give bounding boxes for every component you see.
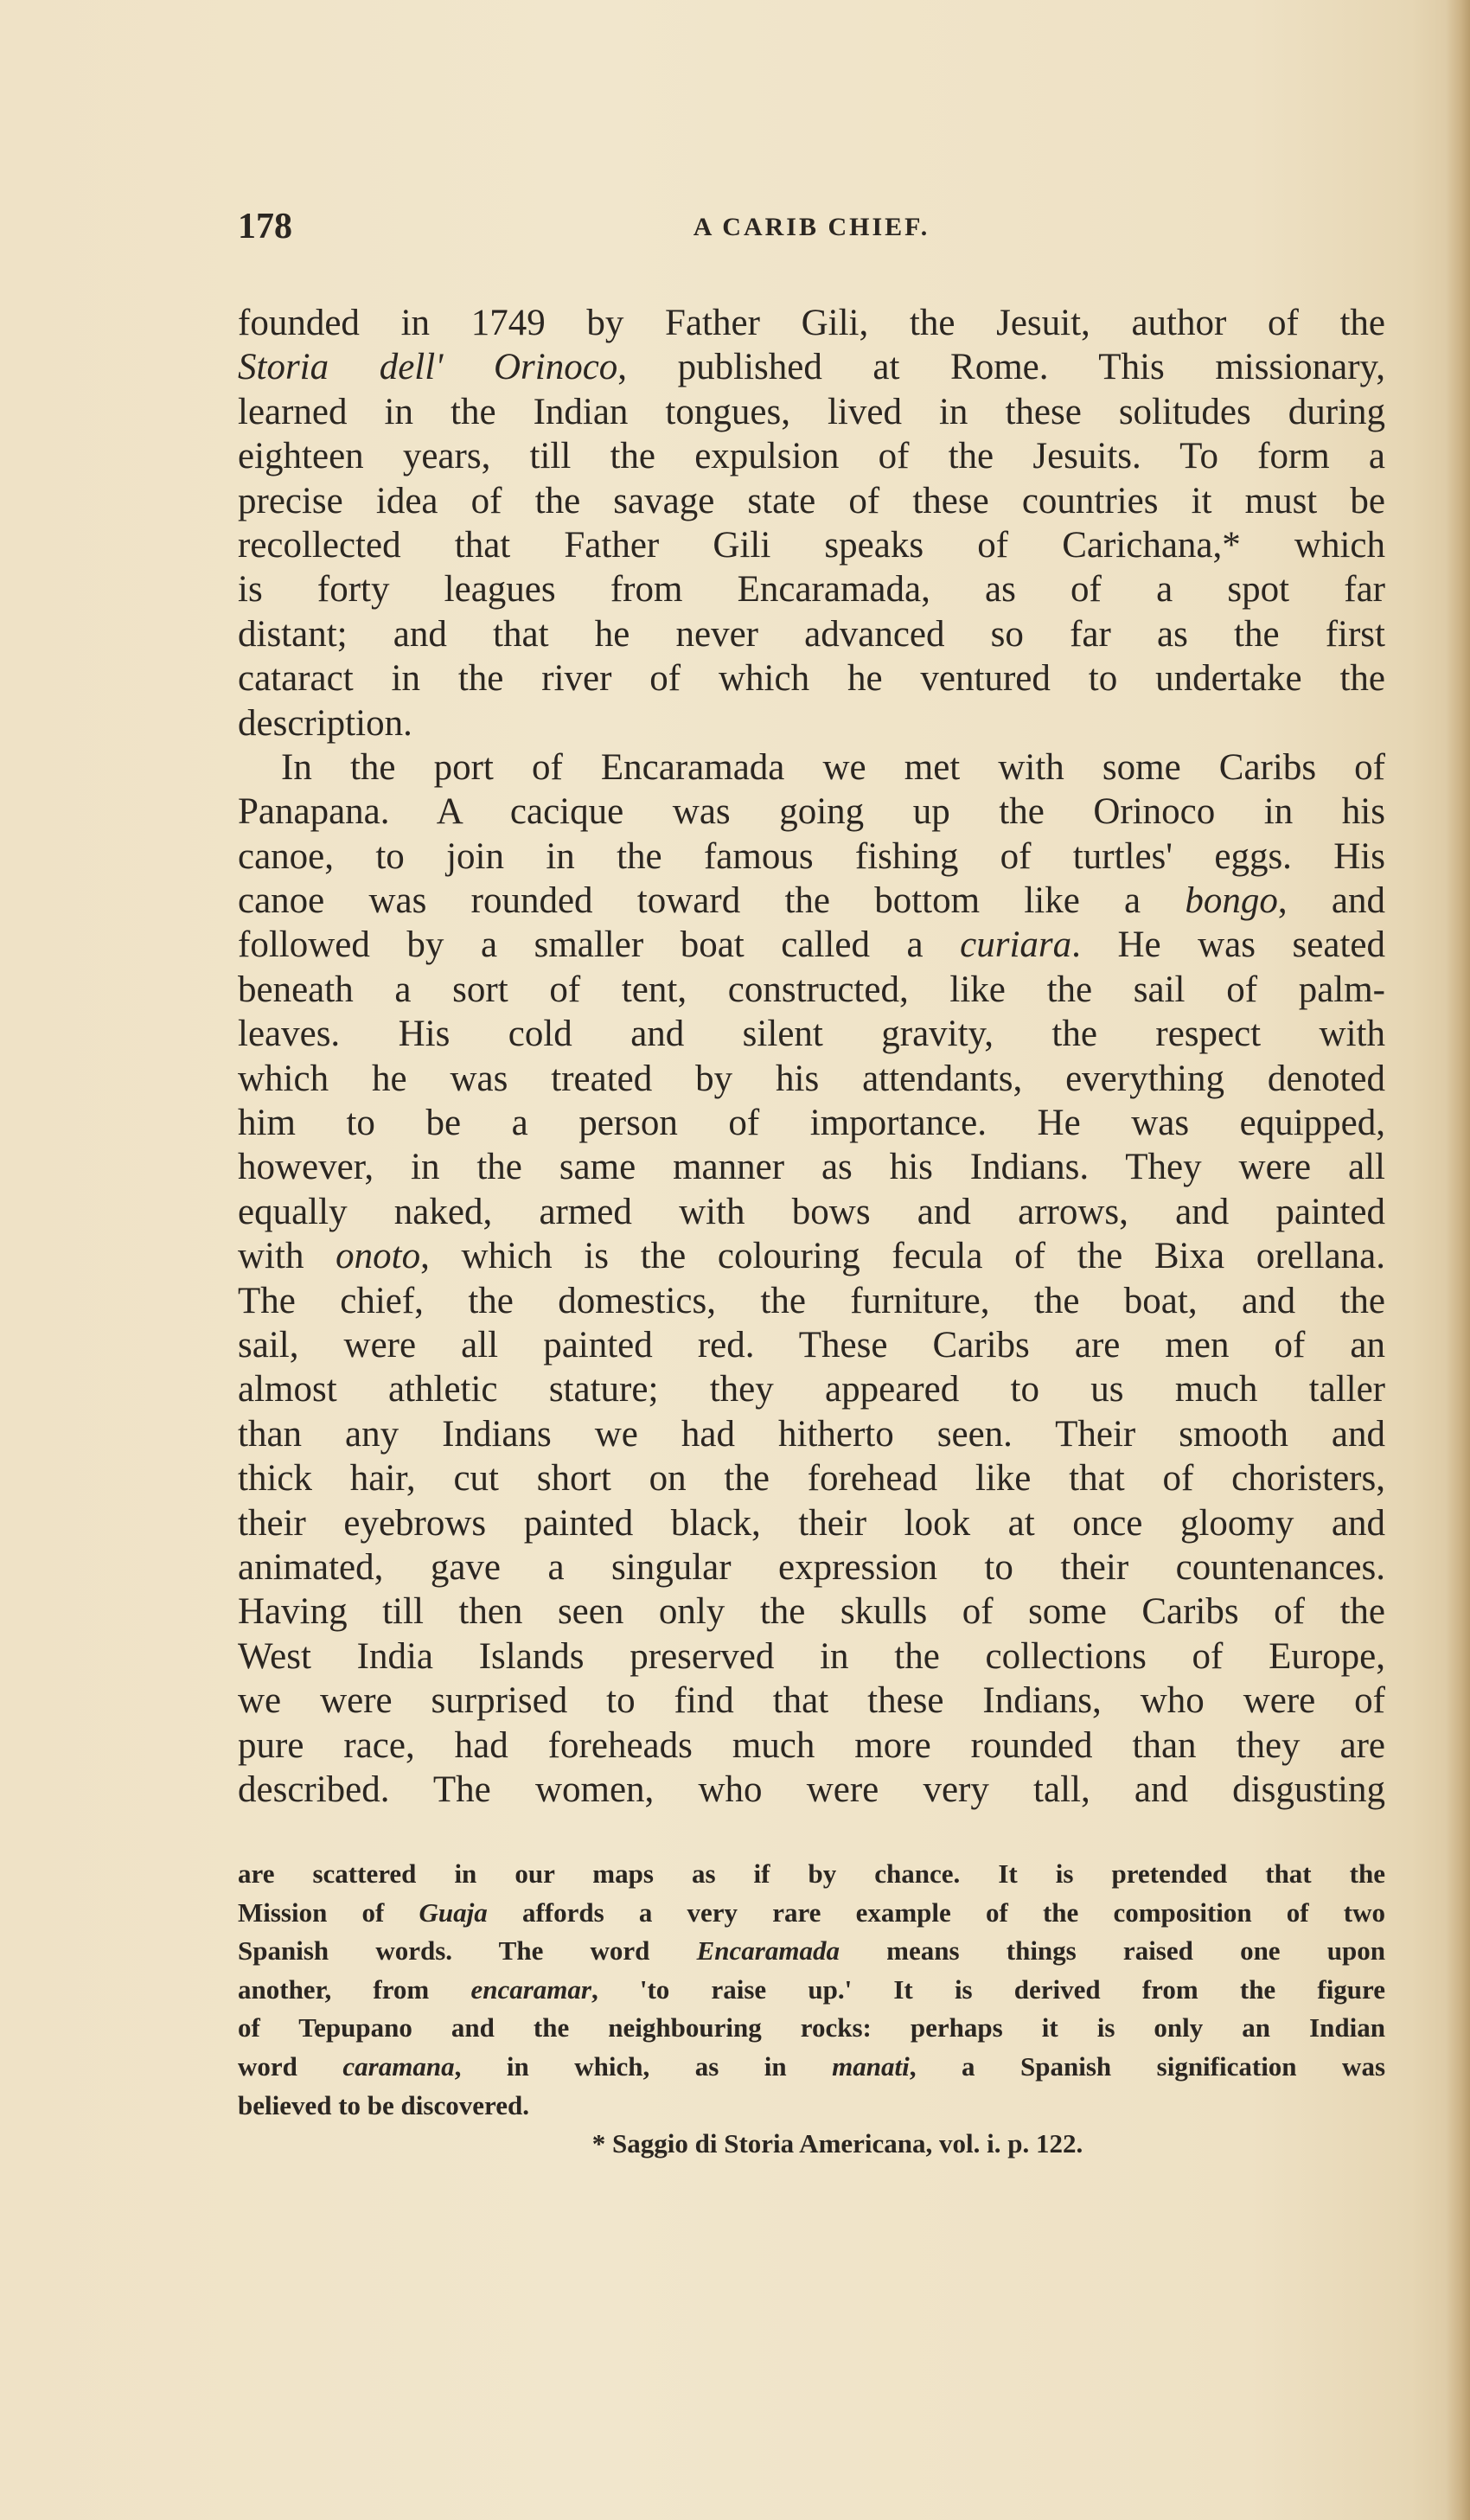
text-line: almost athletic stature; they appeared to us much taller	[238, 1369, 1385, 1410]
running-title: A CARIB CHIEF.	[693, 213, 930, 241]
text-line: him to be a person of importance. He was equipped,	[238, 1103, 1385, 1144]
italic-text: onoto	[336, 1236, 421, 1277]
footnote-line	[238, 1894, 1385, 1933]
text-line: Panapana. A cacique was going up the Orinoco in his	[238, 791, 1385, 833]
text-segment: with	[238, 1236, 336, 1277]
text-line: cataract in the river of which he ventured to undertake the	[238, 658, 1385, 700]
text-segment: , in which, as in	[454, 2050, 833, 2082]
text-segment: means things raised one upon	[839, 1935, 1385, 1967]
text-line	[238, 1234, 1385, 1278]
text-line: In the port of Encaramada we met with some Caribs of	[281, 746, 1385, 788]
italic-text: manati	[832, 2050, 910, 2082]
text-segment: , and	[1277, 880, 1385, 922]
italic-text: bongo	[1185, 880, 1278, 922]
text-segment: affords a very rare example of the composition of two	[487, 1896, 1385, 1928]
footnote-carichana: * Saggio di Storia Americana, vol. i. p. 122.	[591, 2128, 1083, 2159]
text-line: animated, gave a singular expression to their countenances.	[238, 1546, 1385, 1588]
footnotes	[238, 1855, 1385, 2164]
italic-text: curiara	[960, 924, 1072, 966]
text-line: recollected that Father Gili speaks of Carichana,* which	[238, 524, 1385, 566]
text-segment: , published at Rome. This missionary,	[617, 347, 1385, 388]
text-line: precise idea of the savage state of these countries it must be	[238, 480, 1385, 521]
text-line: founded in 1749 by Father Gili, the Jesuit, author of the	[238, 303, 1385, 343]
text-segment: Mission of	[238, 1896, 419, 1928]
text-line	[238, 923, 1385, 967]
footnote-line: are scattered in our maps as if by chance. It is pretended that the	[238, 1858, 1385, 1889]
text-segment: Spanish words. The word	[238, 1935, 697, 1967]
italic-text: encaramar	[470, 1973, 591, 2005]
text-line: however, in the same manner as his Indians. They were all	[238, 1147, 1385, 1188]
text-segment: , 'to raise up.' It is derived from the figure	[591, 1973, 1386, 2005]
text-segment: word	[238, 2050, 343, 2082]
page-header	[238, 206, 1385, 258]
text-line: their eyebrows painted black, their look at once gloomy and	[238, 1502, 1385, 1544]
footnote-line	[238, 1932, 1385, 1971]
page-number: 178	[238, 207, 292, 246]
text-line: Having till then seen only the skulls of some Caribs of the	[238, 1591, 1385, 1633]
page-edge-shadow	[1446, 0, 1470, 2520]
italic-text: Guaja	[419, 1896, 488, 1928]
text-line	[238, 345, 1385, 389]
footnote-line	[238, 2048, 1385, 2087]
text-line: West India Islands preserved in the collections of Europe,	[238, 1635, 1385, 1677]
text-line: pure race, had foreheads much more rounded than they are	[238, 1724, 1385, 1766]
text-line: eighteen years, till the expulsion of the Jesuits. To form a	[238, 436, 1385, 477]
footnote-line	[238, 1971, 1385, 2010]
body-text	[238, 301, 1385, 1812]
text-line: distant; and that he never advanced so far as the first	[238, 613, 1385, 655]
text-line: The chief, the domestics, the furniture, the boat, and the	[238, 1280, 1385, 1321]
text-line: leaves. His cold and silent gravity, the respect with	[238, 1014, 1385, 1055]
footnote-line: of Tepupano and the neighbouring rocks: perhaps it is only an Indian	[238, 2012, 1385, 2044]
text-line: than any Indians we had hitherto seen. Their smooth and	[238, 1413, 1385, 1455]
text-segment: . He was seated	[1071, 924, 1385, 966]
text-line: sail, were all painted red. These Caribs are men of an	[238, 1324, 1385, 1366]
text-segment: , a Spanish signification was	[909, 2050, 1386, 2082]
footnote-continuation	[238, 1855, 1385, 2125]
footnote-line: believed to be discovered.	[238, 2089, 529, 2120]
text-segment: canoe was rounded toward the bottom like a	[238, 880, 1186, 922]
text-segment: followed by a smaller boat called a	[238, 924, 961, 966]
text-line: description.	[238, 702, 412, 744]
text-line: is forty leagues from Encaramada, as of a spot far	[238, 569, 1385, 611]
text-line: learned in the Indian tongues, lived in these solitudes during	[238, 391, 1385, 432]
text-line	[238, 879, 1385, 923]
text-line: equally naked, armed with bows and arrows, and painted	[238, 1191, 1385, 1232]
text-segment: another, from	[238, 1973, 471, 2005]
text-line: described. The women, who were very tall, and disgusting	[238, 1768, 1385, 1810]
text-line: thick hair, cut short on the forehead like that of choristers,	[238, 1458, 1385, 1500]
text-line: beneath a sort of tent, constructed, like the sail of palm-	[238, 969, 1385, 1010]
italic-text: caramana	[342, 2050, 455, 2082]
text-line: canoe, to join in the famous fishing of turtles' eggs. His	[238, 835, 1385, 877]
text-segment: , which is the colouring fecula of the Bixa orellana.	[420, 1236, 1385, 1277]
italic-text: Encaramada	[696, 1935, 840, 1967]
text-line: we were surprised to find that these Indians, who were of	[238, 1680, 1385, 1722]
italic-text: Storia dell' Orinoco	[238, 347, 618, 388]
text-line: which he was treated by his attendants, everything denoted	[238, 1058, 1385, 1099]
